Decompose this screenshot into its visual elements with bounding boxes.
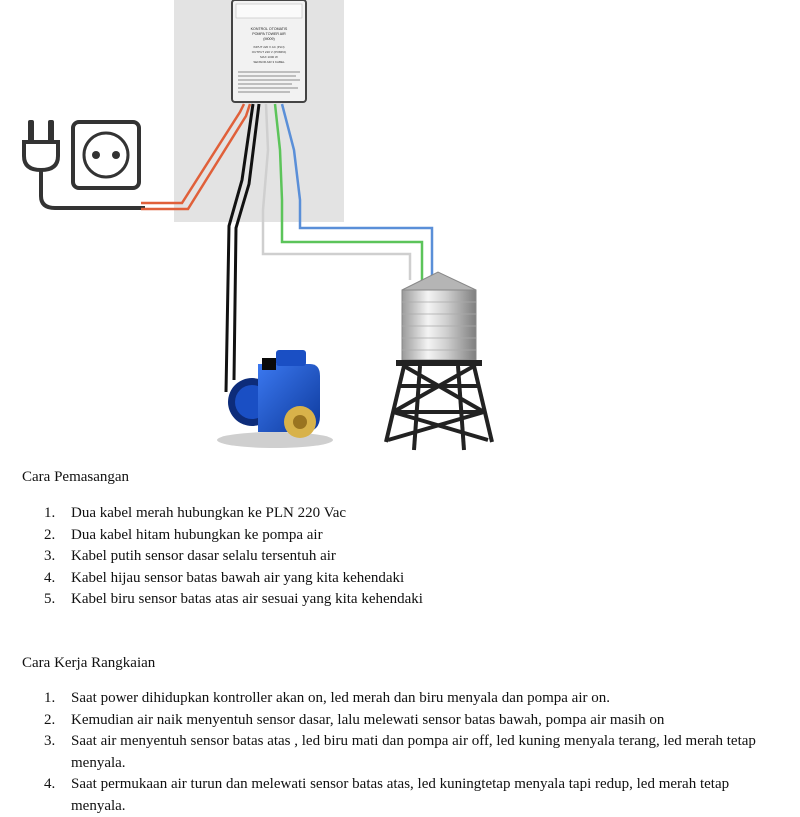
operation-steps [44, 688, 774, 817]
list-item [44, 546, 774, 568]
list-item [44, 589, 774, 611]
list-item [44, 710, 774, 732]
water-tower [386, 272, 492, 450]
list-item-text: Dua kabel merah hubungkan ke PLN 220 Vac [71, 505, 347, 521]
list-item-text: Saat permukaan air turun dan melewati sensor batas atas, led kuningtetap menyala tapi redup, led merah tetap menyala. [71, 776, 730, 814]
list-item [44, 688, 774, 710]
list-item [44, 731, 774, 774]
controller-box [232, 0, 306, 102]
list-item [44, 503, 774, 525]
list-item-text: Kabel hijau sensor batas bawah air yang kita kehendaki [71, 569, 405, 586]
installation-steps [44, 503, 774, 611]
controller-model: (M009) [263, 37, 275, 41]
list-item-number: 1. [44, 505, 56, 521]
list-item-number: 4. [44, 569, 56, 586]
list-item-text: Saat power dihidupkan kontroller akan on, led merah dan biru menyala dan pompa air on. [71, 690, 611, 706]
list-item [44, 774, 774, 817]
list-item-number: 2. [44, 526, 56, 543]
list-item-number: 1. [44, 690, 56, 706]
list-item-number: 4. [44, 776, 56, 792]
list-item-text: Kemudian air naik menyentuh sensor dasar, lalu melewati sensor batas bawah, pompa air masih on [71, 711, 665, 728]
list-item-text: Kabel biru sensor batas atas air sesuai yang kita kehendaki [71, 591, 423, 607]
list-item-text: Dua kabel hitam hubungkan ke pompa air [71, 526, 323, 543]
controller-spec-3: MAX 1000 W [260, 55, 278, 59]
list-item-number: 5. [44, 591, 56, 607]
controller-spec-1: INPUT 220 V AC (PLN) [253, 45, 285, 49]
list-item-text: Saat air menyentuh sensor batas atas , led biru mati dan pompa air off, led kuning menyala terang, led merah tetap menyala. [71, 733, 756, 771]
list-item-number: 3. [44, 548, 56, 564]
section-title-how-it-works: Cara Kerja Rangkaian [22, 655, 156, 671]
list-item-text: Kabel putih sensor dasar selalu tersentuh air [71, 548, 336, 564]
controller-spec-4: SENSOR AIR 3 KABEL [253, 60, 285, 64]
list-item-number: 2. [44, 711, 56, 728]
list-item-number: 3. [44, 733, 56, 749]
list-item [44, 525, 774, 547]
list-item [44, 568, 774, 590]
wall-socket-icon [73, 122, 139, 188]
controller-spec-2: OUTPUT 220 V (POMPA) [251, 50, 287, 54]
section-title-installation: Cara Pemasangan [22, 469, 130, 485]
controller-title-2: POMPA TOWER AIR [252, 32, 286, 36]
controller-title-1: KONTROL OTOMATIS [250, 27, 288, 31]
